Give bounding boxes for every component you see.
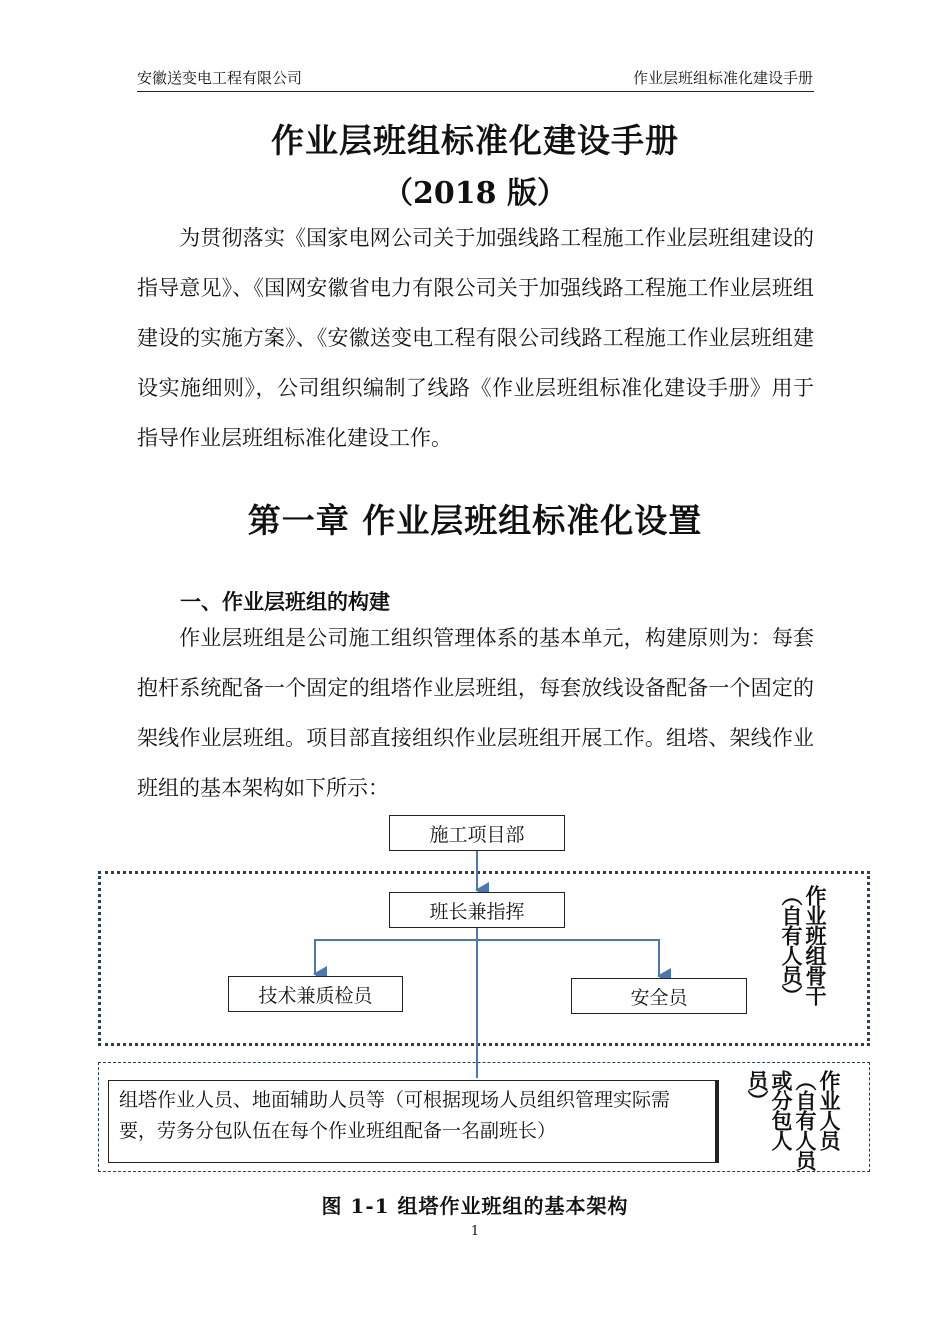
tech-inspector-box: 技术兼质检员 xyxy=(228,976,403,1012)
intro-paragraph xyxy=(137,213,814,463)
backbone-label: 作业班组骨干（自有人员） xyxy=(779,885,828,1005)
figure-caption: 图 1-1 组塔作业班组的基本架构 xyxy=(321,1194,629,1218)
section-heading: 一、作业层班组的构建 xyxy=(180,589,390,614)
document-edition: （2018 版） xyxy=(383,176,567,211)
staff-label: 作业人员（自有人员或分包人员） xyxy=(745,1070,842,1170)
document-title: 作业层班组标准化建设手册 xyxy=(271,121,679,160)
header-company: 安徽送变电工程有限公司 xyxy=(137,69,303,87)
chapter-heading: 第一章 作业层班组标准化设置 xyxy=(247,501,703,540)
section-paragraph xyxy=(137,613,814,813)
header-manual-title: 作业层班组标准化建设手册 xyxy=(632,69,813,87)
workers-box: 组塔作业人员、地面辅助人员等（可根据现场人员组织管理实际需要，劳务分包队伍在每个作业班组配备一名副班长） xyxy=(108,1080,716,1163)
safety-officer-box: 安全员 xyxy=(571,978,747,1014)
page-number: 1 xyxy=(470,1224,480,1239)
section-text: 作业层班组是公司施工组织管理体系的基本单元，构建原则为：每套抱杆系统配备一个固定的组塔作业层班组，每套放线设备配备一个固定的架线作业层班组。项目部直接组织作业层班组开展工作。组塔、架线作业班组的基本架构如下所示： xyxy=(137,626,814,800)
project-dept-box: 施工项目部 xyxy=(389,815,565,851)
team-leader-box: 班长兼指挥 xyxy=(389,892,565,928)
intro-text: 为贯彻落实《国家电网公司关于加强线路工程施工作业层班组建设的指导意见》、《国网安徽省电力有限公司关于加强线路工程施工作业层班组建设的实施方案》、《安徽送变电工程有限公司线路工程施工作业层班组建设实施细则》，公司组织编制了线路《作业层班组标准化建设手册》用于指导作业层班组标准化建设工作。 xyxy=(137,226,814,450)
header-divider xyxy=(137,91,814,92)
